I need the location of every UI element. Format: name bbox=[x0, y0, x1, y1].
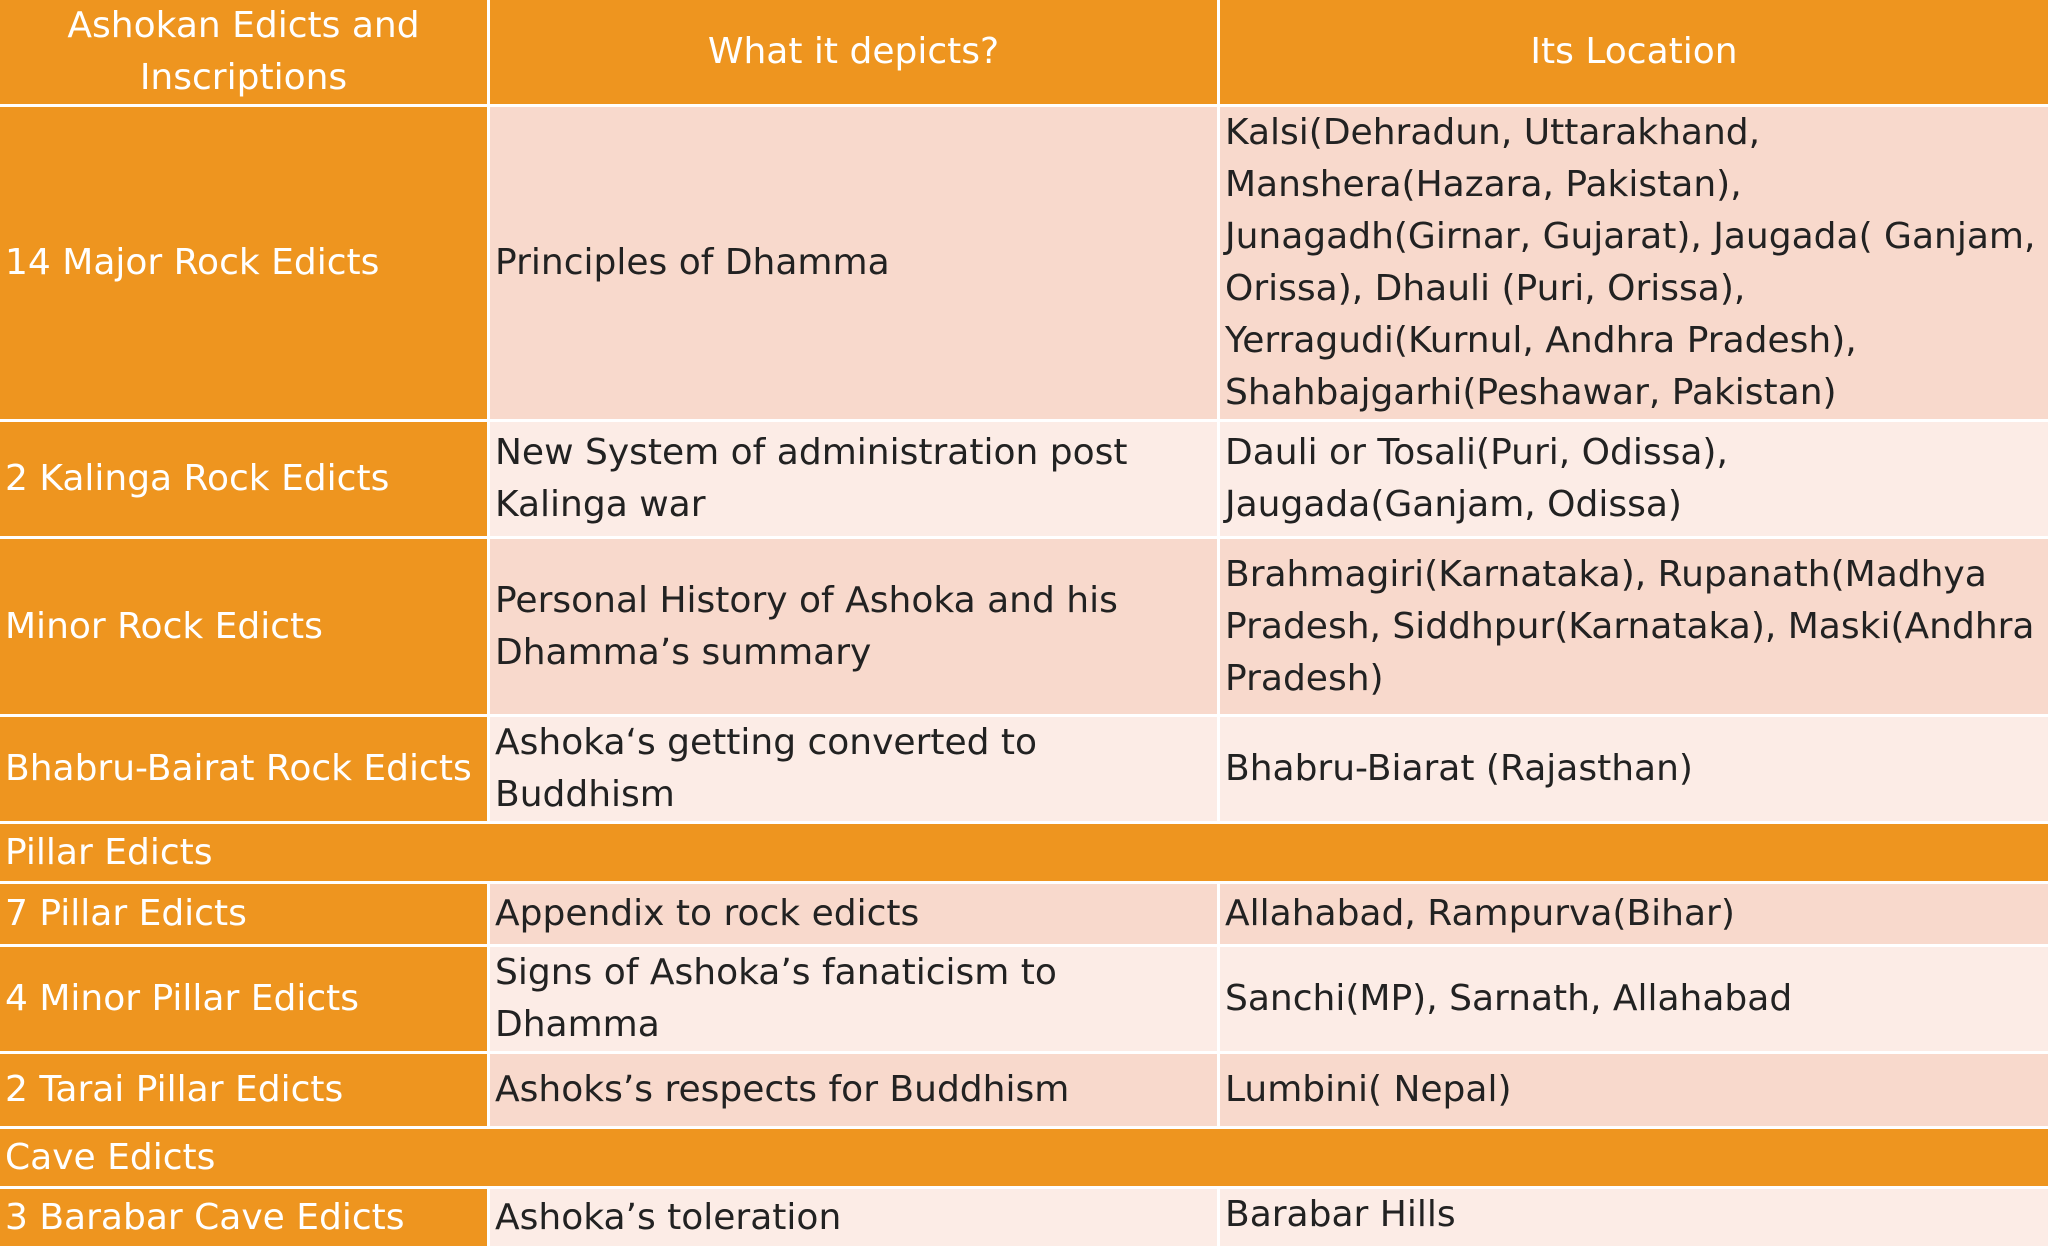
edict-depicts: Signs of Ashoka’s fanaticism to Dhamma bbox=[490, 947, 1220, 1054]
table-row bbox=[0, 717, 2048, 824]
table-row bbox=[0, 539, 2048, 717]
edict-depicts: Ashoka‘s getting converted to Buddhism bbox=[490, 717, 1220, 824]
edict-depicts: Appendix to rock edicts bbox=[490, 884, 1220, 947]
edict-name: 2 Kalinga Rock Edicts bbox=[0, 422, 490, 539]
edict-location: Bhabru-Biarat (Rajasthan) bbox=[1220, 717, 2048, 824]
table-row bbox=[0, 107, 2048, 422]
section-label: Cave Edicts bbox=[0, 1129, 2048, 1189]
edict-location: Barabar Hills bbox=[1220, 1189, 2048, 1249]
section-row bbox=[0, 824, 2048, 884]
edict-depicts: Ashoks’s respects for Buddhism bbox=[490, 1054, 1220, 1129]
edict-location: Allahabad, Rampurva(Bihar) bbox=[1220, 884, 2048, 947]
edict-name: Bhabru-Bairat Rock Edicts bbox=[0, 717, 490, 824]
edict-depicts: New System of administration post Kalinga war bbox=[490, 422, 1220, 539]
table-row bbox=[0, 947, 2048, 1054]
edict-depicts: Ashoka’s toleration bbox=[490, 1189, 1220, 1249]
section-row bbox=[0, 1129, 2048, 1189]
section-label: Pillar Edicts bbox=[0, 824, 2048, 884]
table-row bbox=[0, 1189, 2048, 1249]
header-row bbox=[0, 0, 2048, 107]
table-row bbox=[0, 422, 2048, 539]
table-row bbox=[0, 1054, 2048, 1129]
edict-name: 3 Barabar Cave Edicts bbox=[0, 1189, 490, 1249]
header-depicts: What it depicts? bbox=[490, 0, 1220, 107]
edict-location: Sanchi(MP), Sarnath, Allahabad bbox=[1220, 947, 2048, 1054]
edict-name: Minor Rock Edicts bbox=[0, 539, 490, 717]
edict-depicts: Personal History of Ashoka and his Dhamma’s summary bbox=[490, 539, 1220, 717]
edict-name: 4 Minor Pillar Edicts bbox=[0, 947, 490, 1054]
table-row bbox=[0, 884, 2048, 947]
header-edicts: Ashokan Edicts and Inscriptions bbox=[0, 0, 490, 107]
edict-depicts: Principles of Dhamma bbox=[490, 107, 1220, 422]
edict-name: 2 Tarai Pillar Edicts bbox=[0, 1054, 490, 1129]
edict-name: 14 Major Rock Edicts bbox=[0, 107, 490, 422]
edict-location: Lumbini( Nepal) bbox=[1220, 1054, 2048, 1129]
edict-location: Brahmagiri(Karnataka), Rupanath(Madhya Pradesh, Siddhpur(Karnataka), Maski(Andhra Pradesh) bbox=[1220, 539, 2048, 717]
header-location: Its Location bbox=[1220, 0, 2048, 107]
edict-location: Kalsi(Dehradun, Uttarakhand, Manshera(Hazara, Pakistan), Junagadh(Girnar, Gujarat), Jaugada( Ganjam, Orissa), Dhauli (Puri, Orissa), Yerragudi(Kurnul, Andhra Pradesh), Shahbajgarhi(Peshawar, Pakistan) bbox=[1220, 107, 2048, 422]
edict-location: Dauli or Tosali(Puri, Odissa), Jaugada(Ganjam, Odissa) bbox=[1220, 422, 2048, 539]
edict-name: 7 Pillar Edicts bbox=[0, 884, 490, 947]
